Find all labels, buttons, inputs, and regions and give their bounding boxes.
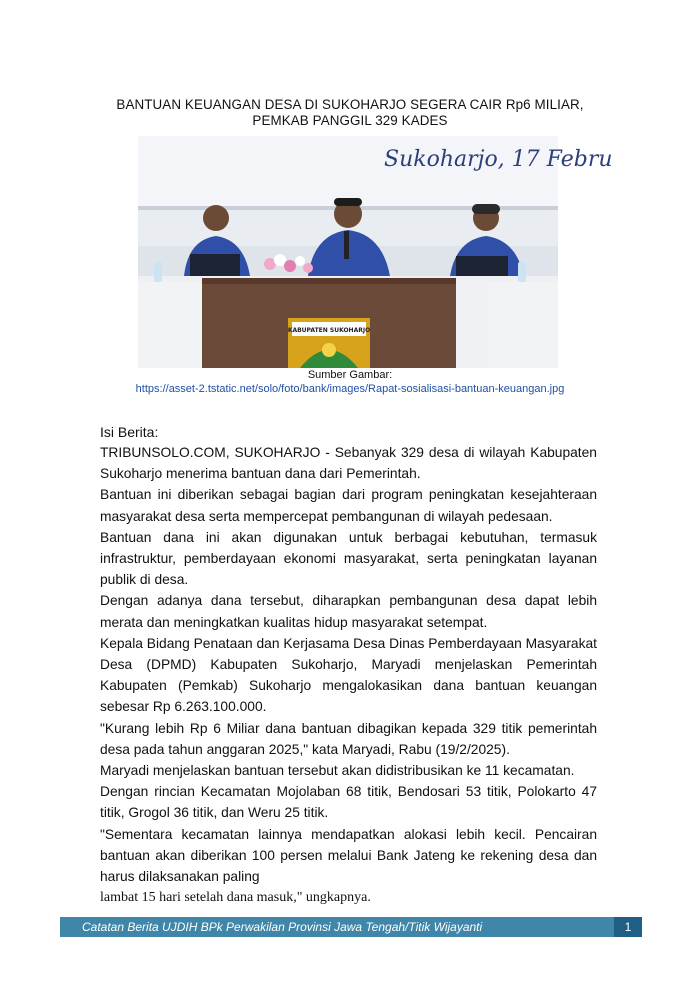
paragraph: "Sementara kecamatan lainnya mendapatkan alokasi lebih kecil. Pencairan bantuan akan diberikan 100 persen melalui Bank Jateng ke rekening desa dan harus dilaksanakan paling [100, 826, 597, 885]
footer-text: Catatan Berita UJDIH BPk Perwakilan Provinsi Jawa Tengah/Titik Wijayanti [82, 920, 483, 934]
paragraph: Maryadi menjelaskan bantuan tersebut akan didistribusikan ke 11 kecamatan. [100, 763, 575, 779]
title-line-2: PEMKAB PANGGIL 329 KADES [252, 113, 448, 128]
page-footer [60, 917, 642, 937]
paragraph: lambat 15 hari setelah dana masuk," ungkapnya. [100, 890, 371, 906]
photo-banner-text: Sukoharjo, 17 Febru [384, 147, 613, 172]
paragraph: Dengan adanya dana tersebut, diharapkan pembangunan desa dapat lebih merata dan meningkatkan kualitas hidup masyarakat setempat. [100, 593, 597, 630]
title-line-1: BANTUAN KEUANGAN DESA DI SUKOHARJO SEGERA CAIR Rp6 MILIAR, [116, 97, 584, 112]
paragraph: Dengan rincian Kecamatan Mojolaban 68 titik, Bendosari 53 titik, Polokarto 47 titik, Grogol 36 titik, dan Weru 25 titik. [100, 784, 597, 821]
caption-label: Sumber Gambar: [307, 369, 393, 381]
regency-emblem [288, 318, 370, 368]
paragraph: TRIBUNSOLO.COM, SUKOHARJO - Sebanyak 329 desa di wilayah Kabupaten Sukoharjo menerima bantuan dana dari Pemerintah. [100, 445, 597, 482]
paragraph: Kepala Bidang Penataan dan Kerjasama Desa Dinas Pemberdayaan Masyarakat Desa (DPMD) Kabupaten Sukoharjo, Maryadi menjelaskan Pemerintah Kabupaten (Pemkab) Sukoharjo mengalokasikan dana bantuan keuangan sebesar Rp 6.263.100.000. [100, 635, 597, 715]
paragraph: "Kurang lebih Rp 6 Miliar dana bantuan dibagikan kepada 329 titik pemerintah desa pada tahun anggaran 2025," kata Maryadi, Rabu (19/2/2025). [100, 720, 597, 757]
document-title [80, 97, 620, 129]
photo-caption [100, 368, 600, 396]
paragraph: Bantuan dana ini akan digunakan untuk berbagai kebutuhan, termasuk infrastruktur, pemberdayaan ekonomi masyarakat, serta peningkatan layanan publik di desa. [100, 529, 597, 588]
news-photo [138, 136, 613, 368]
page-number: 1 [614, 917, 642, 937]
article-body [100, 442, 597, 908]
paragraph: Bantuan ini diberikan sebagai bagian dari program peningkatan kesejahteraan masyarakat desa serta mempercepat pembangunan di wilayah pedesaan. [100, 487, 597, 524]
section-label: Isi Berita: [100, 424, 159, 440]
emblem-plaque-text: KABUPATEN SUKOHARJO [287, 327, 371, 334]
caption-source-link[interactable]: https://asset-2.tstatic.net/solo/foto/bank/images/Rapat-sosialisasi-bantuan-keuangan.jpg [135, 383, 565, 395]
